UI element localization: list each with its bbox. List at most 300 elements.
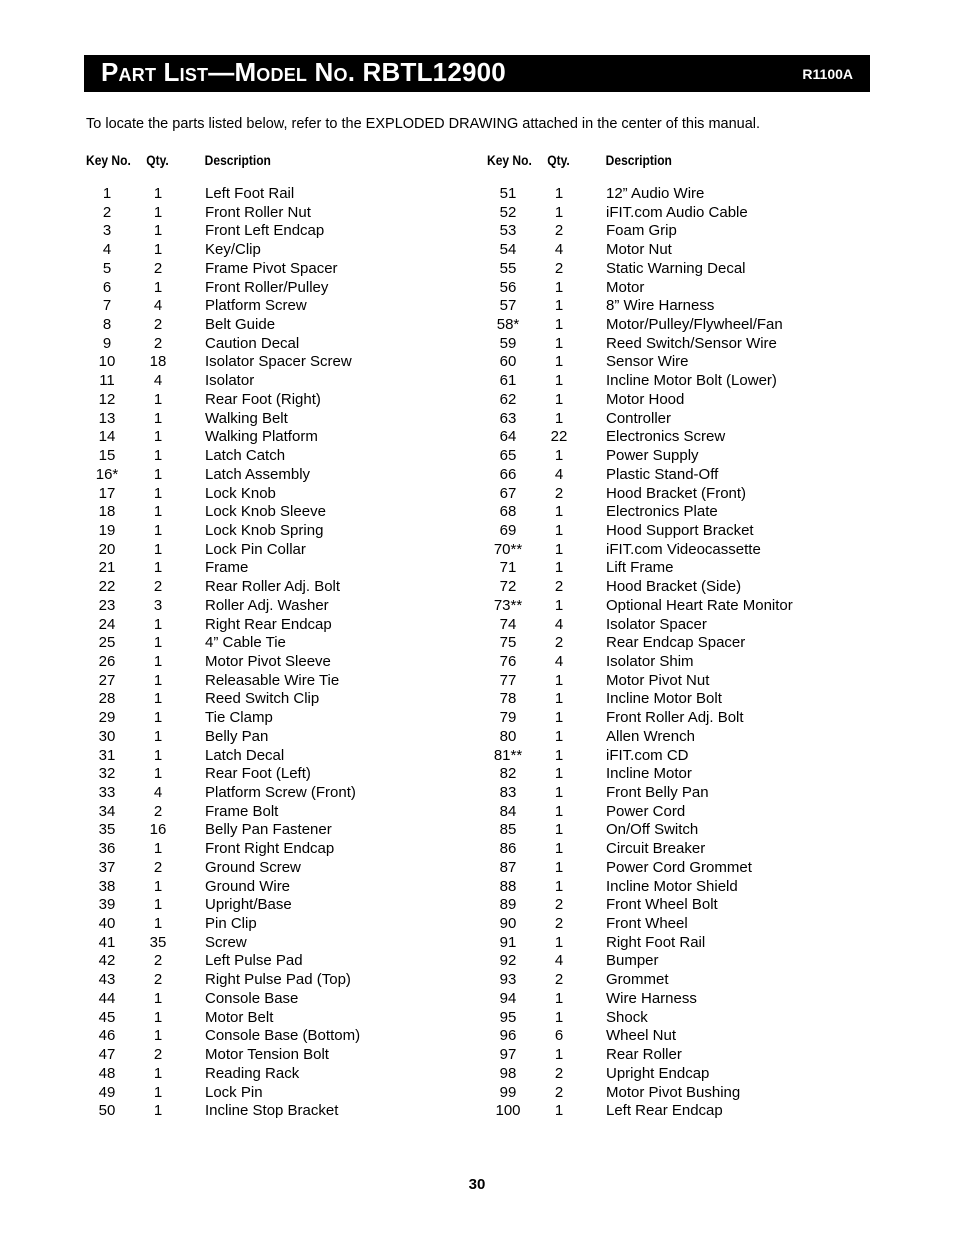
table-row [86, 840, 486, 859]
qty-cell: 1 [153, 1027, 163, 1045]
description-cell: Reed Switch Clip [205, 690, 320, 708]
table-row [487, 672, 887, 691]
table-row [487, 896, 887, 915]
qty-cell: 1 [153, 409, 163, 427]
key-no-cell: 1 [102, 185, 112, 202]
table-row [487, 297, 887, 316]
description-cell: Frame [205, 559, 249, 577]
description-cell: Latch Decal [205, 746, 285, 764]
key-no-cell: 15 [98, 447, 116, 465]
qty-cell: 1 [554, 746, 564, 764]
description-cell: Motor Belt [205, 1008, 274, 1026]
qty-cell: 1 [554, 203, 564, 221]
header-qty: Qty. [146, 152, 169, 168]
table-row [86, 952, 486, 971]
table-row [86, 222, 486, 241]
qty-cell: 1 [554, 858, 564, 876]
header-description: Description [204, 152, 271, 168]
qty-cell: 6 [554, 1027, 564, 1045]
qty-cell: 2 [554, 634, 564, 652]
page-title: Part List—Model No. RBTL12900 [101, 57, 506, 87]
table-row [86, 672, 486, 691]
table-row [487, 821, 887, 840]
table-row [86, 597, 486, 616]
description-cell: Screw [205, 933, 247, 951]
key-no-cell: 89 [499, 896, 517, 914]
table-row [487, 241, 887, 260]
description-cell: Right Foot Rail [606, 933, 706, 951]
description-cell: Static Warning Decal [606, 259, 746, 277]
key-no-cell: 65 [499, 447, 517, 465]
qty-cell: 2 [554, 259, 564, 277]
table-row [86, 747, 486, 766]
table-row [86, 316, 486, 335]
table-row [86, 559, 486, 578]
key-no-cell: 31 [98, 746, 116, 764]
key-no-cell: 39 [98, 896, 116, 914]
table-row [86, 391, 486, 410]
qty-cell: 1 [554, 334, 564, 352]
qty-cell: 1 [554, 353, 564, 371]
key-no-cell: 24 [98, 615, 116, 633]
qty-cell: 2 [554, 222, 564, 240]
key-no-cell: 29 [98, 709, 116, 727]
qty-cell: 1 [554, 765, 564, 783]
description-cell: Grommet [606, 971, 669, 989]
key-no-cell: 42 [98, 952, 116, 970]
key-no-cell: 82 [499, 765, 517, 783]
description-cell: Roller Adj. Washer [205, 596, 329, 614]
table-row [487, 1065, 887, 1084]
table-row [86, 541, 486, 560]
description-cell: Reading Rack [205, 1064, 300, 1082]
description-cell: Motor Pivot Bushing [606, 1083, 741, 1101]
qty-cell: 1 [153, 465, 163, 483]
header-description: Description [605, 152, 672, 168]
description-cell: Platform Screw [205, 297, 307, 315]
key-no-cell: 5 [102, 259, 112, 277]
key-no-cell: 50 [98, 1102, 116, 1120]
description-cell: Rear Foot (Left) [205, 765, 311, 783]
qty-cell: 1 [153, 203, 163, 221]
table-row [487, 952, 887, 971]
description-cell: Lock Knob [205, 484, 276, 502]
description-cell: Power Cord Grommet [606, 858, 752, 876]
key-no-cell: 78 [499, 690, 517, 708]
key-no-cell: 92 [499, 952, 517, 970]
qty-cell: 1 [153, 877, 163, 895]
qty-cell: 1 [153, 241, 163, 259]
key-no-cell: 94 [499, 989, 517, 1007]
description-cell: Front Wheel [606, 915, 688, 933]
key-no-cell: 23 [98, 596, 116, 614]
description-cell: Walking Platform [205, 428, 318, 446]
key-no-cell: 99 [499, 1083, 517, 1101]
qty-cell: 4 [153, 297, 163, 315]
key-no-cell: 37 [98, 858, 116, 876]
key-no-cell: 71 [499, 559, 517, 577]
description-cell: Rear Endcap Spacer [606, 634, 746, 652]
table-row [86, 616, 486, 635]
qty-cell: 1 [554, 989, 564, 1007]
key-no-cell: 70** [493, 540, 523, 558]
qty-cell: 1 [554, 297, 564, 315]
table-row [487, 934, 887, 953]
description-cell: Power Supply [606, 447, 699, 465]
description-cell: Front Roller Nut [205, 203, 311, 221]
key-no-cell: 87 [499, 858, 517, 876]
table-row [487, 260, 887, 279]
table-row [487, 447, 887, 466]
qty-cell: 1 [153, 484, 163, 502]
table-row [487, 316, 887, 335]
table-row [86, 428, 486, 447]
key-no-cell: 58* [496, 316, 520, 334]
table-row [487, 634, 887, 653]
description-cell: Hood Bracket (Side) [606, 578, 742, 596]
qty-cell: 1 [153, 709, 163, 727]
table-row [487, 765, 887, 784]
key-no-cell: 21 [98, 559, 116, 577]
table-row [86, 1046, 486, 1065]
key-no-cell: 41 [98, 933, 116, 951]
table-row [86, 372, 486, 391]
parts-rows-left [86, 185, 486, 1121]
table-row [86, 934, 486, 953]
qty-cell: 1 [153, 503, 163, 521]
key-no-cell: 17 [98, 484, 116, 502]
table-row [86, 784, 486, 803]
qty-cell: 1 [554, 372, 564, 390]
table-row [487, 971, 887, 990]
qty-cell: 18 [149, 353, 167, 371]
key-no-cell: 57 [499, 297, 517, 315]
table-row [86, 241, 486, 260]
header-qty: Qty. [547, 152, 570, 168]
table-row [487, 803, 887, 822]
key-no-cell: 52 [499, 203, 517, 221]
table-row [487, 372, 887, 391]
key-no-cell: 59 [499, 334, 517, 352]
description-cell: Incline Motor Bolt (Lower) [606, 372, 777, 390]
table-row [487, 859, 887, 878]
key-no-cell: 51 [499, 185, 517, 202]
description-cell: Circuit Breaker [606, 840, 706, 858]
key-no-cell: 48 [98, 1064, 116, 1082]
description-cell: Ground Wire [205, 877, 291, 895]
description-cell: Releasable Wire Tie [205, 671, 340, 689]
table-row [487, 653, 887, 672]
qty-cell: 1 [153, 1083, 163, 1101]
table-row [86, 803, 486, 822]
qty-cell: 1 [554, 521, 564, 539]
description-cell: Latch Assembly [205, 465, 311, 483]
table-row [86, 578, 486, 597]
key-no-cell: 73** [493, 596, 523, 614]
key-no-cell: 54 [499, 241, 517, 259]
description-cell: Tie Clamp [205, 709, 273, 727]
table-row [86, 821, 486, 840]
description-cell: Rear Roller [606, 1046, 682, 1064]
key-no-cell: 20 [98, 540, 116, 558]
key-no-cell: 25 [98, 634, 116, 652]
qty-cell: 1 [554, 447, 564, 465]
qty-cell: 1 [554, 690, 564, 708]
key-no-cell: 80 [499, 727, 517, 745]
qty-cell: 1 [554, 390, 564, 408]
description-cell: Isolator [205, 372, 255, 390]
qty-cell: 4 [554, 465, 564, 483]
title-bar [84, 55, 870, 92]
description-cell: Motor [606, 278, 645, 296]
table-row [487, 784, 887, 803]
key-no-cell: 77 [499, 671, 517, 689]
description-cell: Lock Pin Collar [205, 540, 306, 558]
table-row [86, 1065, 486, 1084]
table-row [487, 222, 887, 241]
table-row [487, 428, 887, 447]
key-no-cell: 4 [102, 241, 112, 259]
description-cell: Belt Guide [205, 316, 276, 334]
qty-cell: 2 [554, 484, 564, 502]
parts-column-right [487, 152, 887, 1120]
table-row [487, 747, 887, 766]
description-cell: Motor Tension Bolt [205, 1046, 329, 1064]
table-row [487, 353, 887, 372]
qty-cell: 1 [153, 634, 163, 652]
qty-cell: 1 [554, 409, 564, 427]
table-row [86, 728, 486, 747]
description-cell: Lock Knob Spring [205, 521, 324, 539]
qty-cell: 4 [554, 652, 564, 670]
description-cell: Front Right Endcap [205, 840, 335, 858]
key-no-cell: 55 [499, 259, 517, 277]
description-cell: Electronics Plate [606, 503, 718, 521]
description-cell: Upright/Base [205, 896, 292, 914]
description-cell: Left Foot Rail [205, 185, 295, 202]
key-no-cell: 3 [102, 222, 112, 240]
qty-cell: 1 [554, 596, 564, 614]
description-cell: Bumper [606, 952, 659, 970]
description-cell: Motor Hood [606, 390, 685, 408]
description-cell: Incline Motor Bolt [606, 690, 722, 708]
table-row [487, 522, 887, 541]
key-no-cell: 47 [98, 1046, 116, 1064]
description-cell: Front Roller/Pulley [205, 278, 329, 296]
description-cell: Isolator Spacer [606, 615, 707, 633]
key-no-cell: 45 [98, 1008, 116, 1026]
description-cell: Motor Pivot Nut [606, 671, 710, 689]
table-row [86, 859, 486, 878]
qty-cell: 1 [153, 652, 163, 670]
qty-cell: 1 [153, 989, 163, 1007]
description-cell: Rear Roller Adj. Bolt [205, 578, 341, 596]
qty-cell: 1 [153, 840, 163, 858]
key-no-cell: 60 [499, 353, 517, 371]
qty-cell: 2 [554, 1083, 564, 1101]
key-no-cell: 36 [98, 840, 116, 858]
description-cell: Right Pulse Pad (Top) [205, 971, 351, 989]
key-no-cell: 63 [499, 409, 517, 427]
description-cell: Front Wheel Bolt [606, 896, 718, 914]
table-row [86, 466, 486, 485]
description-cell: Lift Frame [606, 559, 674, 577]
qty-cell: 1 [554, 559, 564, 577]
description-cell: Console Base (Bottom) [205, 1027, 361, 1045]
description-cell: Frame Bolt [205, 802, 279, 820]
qty-cell: 1 [554, 671, 564, 689]
key-no-cell: 62 [499, 390, 517, 408]
key-no-cell: 46 [98, 1027, 116, 1045]
description-cell: Hood Support Bracket [606, 521, 754, 539]
key-no-cell: 12 [98, 390, 116, 408]
column-header [86, 152, 430, 170]
qty-cell: 1 [554, 727, 564, 745]
table-row [487, 185, 887, 204]
key-no-cell: 7 [102, 297, 112, 315]
qty-cell: 1 [554, 802, 564, 820]
description-cell: Belly Pan [205, 727, 269, 745]
qty-cell: 2 [153, 952, 163, 970]
key-no-cell: 76 [499, 652, 517, 670]
key-no-cell: 32 [98, 765, 116, 783]
description-cell: Motor Nut [606, 241, 672, 259]
description-cell: Incline Stop Bracket [205, 1102, 339, 1120]
key-no-cell: 10 [98, 353, 116, 371]
document-code: R1100A [802, 66, 853, 82]
qty-cell: 4 [554, 241, 564, 259]
key-no-cell: 84 [499, 802, 517, 820]
table-row [86, 971, 486, 990]
key-no-cell: 44 [98, 989, 116, 1007]
description-cell: Hood Bracket (Front) [606, 484, 747, 502]
table-row [487, 485, 887, 504]
key-no-cell: 75 [499, 634, 517, 652]
qty-cell: 1 [554, 821, 564, 839]
description-cell: Lock Pin [205, 1083, 263, 1101]
table-row [487, 559, 887, 578]
qty-cell: 1 [153, 1102, 163, 1120]
table-row [487, 690, 887, 709]
description-cell: Left Pulse Pad [205, 952, 303, 970]
qty-cell: 1 [153, 690, 163, 708]
description-cell: Key/Clip [205, 241, 261, 259]
qty-cell: 1 [554, 503, 564, 521]
table-row [487, 1046, 887, 1065]
key-no-cell: 68 [499, 503, 517, 521]
qty-cell: 1 [554, 1102, 564, 1120]
qty-cell: 1 [554, 877, 564, 895]
table-row [86, 1009, 486, 1028]
table-row [86, 279, 486, 298]
qty-cell: 1 [153, 222, 163, 240]
description-cell: Ground Screw [205, 858, 301, 876]
description-cell: Left Rear Endcap [606, 1102, 723, 1120]
table-row [86, 1027, 486, 1046]
qty-cell: 1 [153, 765, 163, 783]
key-no-cell: 18 [98, 503, 116, 521]
description-cell: Allen Wrench [606, 727, 695, 745]
description-cell: Power Cord [606, 802, 686, 820]
description-cell: Electronics Screw [606, 428, 726, 446]
key-no-cell: 83 [499, 784, 517, 801]
table-row [86, 447, 486, 466]
description-cell: Walking Belt [205, 409, 288, 427]
qty-cell: 1 [153, 1008, 163, 1026]
key-no-cell: 26 [98, 652, 116, 670]
table-row [86, 353, 486, 372]
qty-cell: 1 [153, 559, 163, 577]
qty-cell: 1 [153, 185, 163, 202]
description-cell: Incline Motor [606, 765, 692, 783]
description-cell: Pin Clip [205, 915, 257, 933]
key-no-cell: 86 [499, 840, 517, 858]
description-cell: 4” Cable Tie [205, 634, 286, 652]
key-no-cell: 95 [499, 1008, 517, 1026]
table-row [487, 1009, 887, 1028]
table-row [86, 1084, 486, 1103]
qty-cell: 1 [153, 915, 163, 933]
qty-cell: 1 [153, 278, 163, 296]
qty-cell: 2 [153, 334, 163, 352]
description-cell: Right Rear Endcap [205, 615, 332, 633]
table-row [86, 522, 486, 541]
table-row [86, 634, 486, 653]
description-cell: Motor Pivot Sleeve [205, 652, 331, 670]
description-cell: On/Off Switch [606, 821, 699, 839]
qty-cell: 1 [153, 727, 163, 745]
qty-cell: 1 [153, 671, 163, 689]
qty-cell: 1 [153, 521, 163, 539]
description-cell: Wheel Nut [606, 1027, 677, 1045]
qty-cell: 1 [554, 933, 564, 951]
table-row [487, 878, 887, 897]
table-row [487, 840, 887, 859]
qty-cell: 1 [554, 1046, 564, 1064]
table-row [487, 410, 887, 429]
table-row [487, 204, 887, 223]
table-row [487, 915, 887, 934]
qty-cell: 1 [153, 390, 163, 408]
key-no-cell: 81** [493, 746, 523, 764]
header-key-no: Key No. [487, 152, 532, 168]
description-cell: 8” Wire Harness [606, 297, 715, 315]
description-cell: Incline Motor Shield [606, 877, 738, 895]
description-cell: Optional Heart Rate Monitor [606, 596, 793, 614]
qty-cell: 2 [153, 259, 163, 277]
key-no-cell: 66 [499, 465, 517, 483]
table-row [487, 709, 887, 728]
key-no-cell: 34 [98, 802, 116, 820]
qty-cell: 1 [554, 709, 564, 727]
key-no-cell: 43 [98, 971, 116, 989]
qty-cell: 1 [153, 615, 163, 633]
key-no-cell: 67 [499, 484, 517, 502]
key-no-cell: 53 [499, 222, 517, 240]
key-no-cell: 91 [499, 933, 517, 951]
description-cell: iFIT.com Videocassette [606, 540, 761, 558]
key-no-cell: 49 [98, 1083, 116, 1101]
qty-cell: 2 [153, 971, 163, 989]
description-cell: Platform Screw (Front) [205, 784, 356, 801]
table-row [487, 1027, 887, 1046]
description-cell: Frame Pivot Spacer [205, 259, 338, 277]
qty-cell: 1 [554, 840, 564, 858]
description-cell: Console Base [205, 989, 299, 1007]
description-cell: Foam Grip [606, 222, 677, 240]
description-cell: Isolator Spacer Screw [205, 353, 352, 371]
description-cell: Motor/Pulley/Flywheel/Fan [606, 316, 783, 334]
